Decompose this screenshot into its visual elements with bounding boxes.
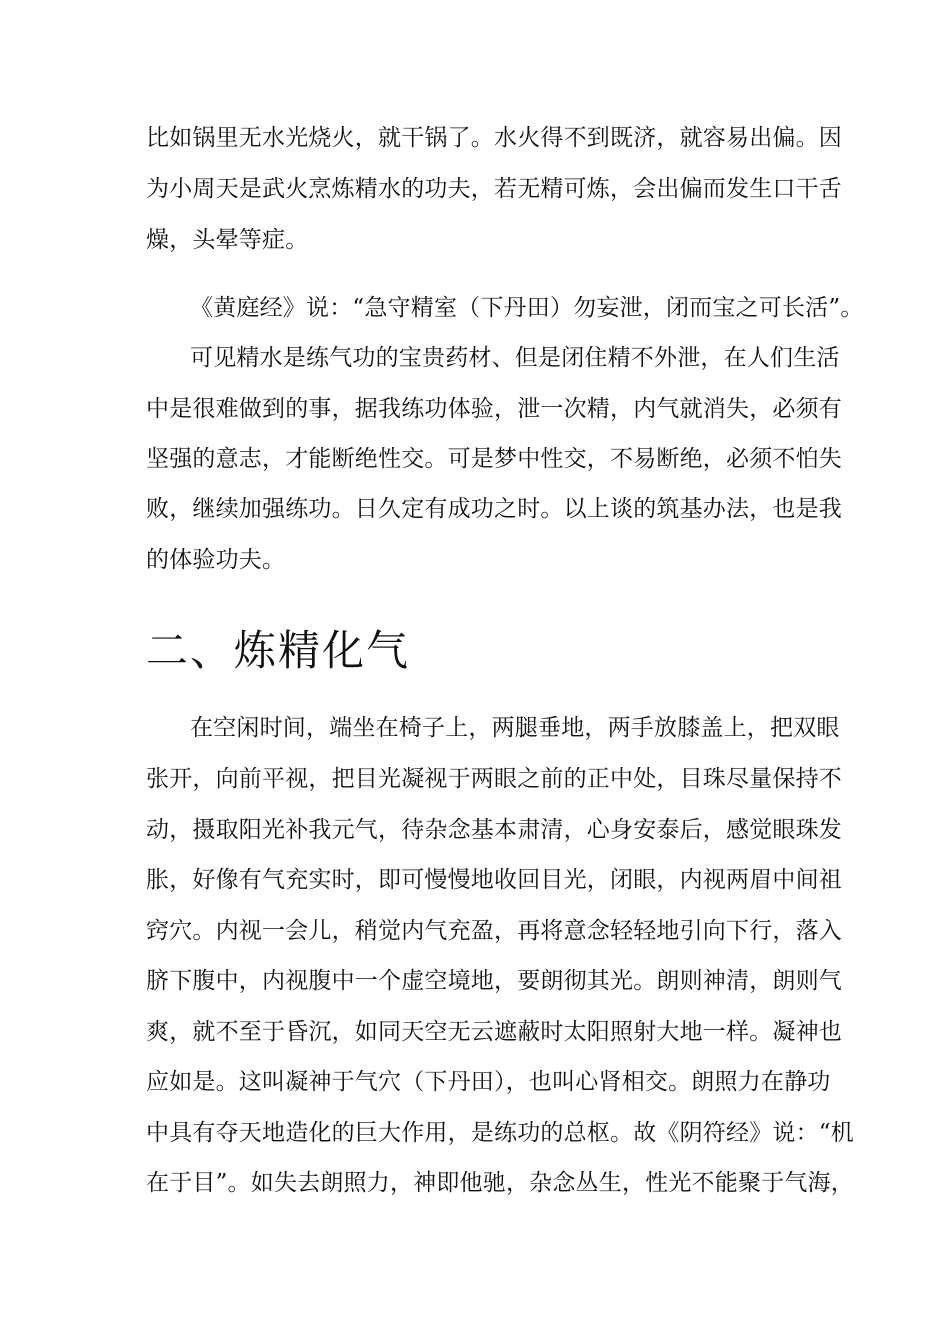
paragraph-line: 中具有夺天地造化的巨大作用，是练功的总枢。故《阴符经》说：“机: [146, 1120, 854, 1146]
paragraph-line: 胀，好像有气充实时，即可慢慢地收回目光，闭眼，内视两眉中间祖: [146, 867, 842, 893]
paragraph-line: 的体验功夫。: [146, 547, 286, 573]
paragraph-line: 应如是。这叫凝神于气穴（下丹田），也叫心肾相交。朗照力在静功: [146, 1069, 831, 1095]
paragraph-line: 可见精水是练气功的宝贵药材、但是闭住精不外泄，在人们生活: [190, 345, 840, 371]
paragraph-line: 败，继续加强练功。日久定有成功之时。以上谈的筑基办法，也是我: [146, 496, 842, 522]
paragraph-line: 爽，就不至于昏沉，如同天空无云遮蔽时太阳照射大地一样。凝神也: [146, 1019, 842, 1045]
paragraph-line: 张开，向前平视，把目光凝视于两眼之前的正中处，目珠尽量保持不: [146, 766, 842, 792]
paragraph-line: 为小周天是武火烹炼精水的功夫，若无精可炼，会出偏而发生口干舌: [146, 176, 842, 202]
paragraph-line: 脐下腹中，内视腹中一个虚空境地，要朗彻其光。朗则神清，朗则气: [146, 968, 842, 994]
paragraph-line: 窍穴。内视一会儿，稍觉内气充盈，再将意念轻轻地引向下行，落入: [146, 918, 842, 944]
paragraph-line: 在于目”。如失去朗照力，神即他驰，杂念丛生，性光不能聚于气海，: [146, 1170, 854, 1196]
paragraph-line: 坚强的意志，才能断绝性交。可是梦中性交，不易断绝，必须不怕失: [146, 446, 842, 472]
quote-line: 《黄庭经》说：“急守精室（下丹田）勿妄泄，闭而宝之可长活”。: [190, 295, 864, 321]
paragraph-line: 在空闲时间，端坐在椅子上，两腿垂地，两手放膝盖上，把双眼: [190, 715, 840, 741]
paragraph-line: 中是很难做到的事，据我练功体验，泄一次精，内气就消失，必须有: [146, 396, 842, 422]
paragraph-line: 动，摄取阳光补我元气，待杂念基本肃清，心身安泰后，感觉眼珠发: [146, 817, 842, 843]
paragraph-line: 燥，头晕等症。: [146, 227, 309, 253]
paragraph-line: 比如锅里无水光烧火，就干锅了。水火得不到既济，就容易出偏。因: [146, 125, 842, 151]
section-heading: 二、炼精化气: [146, 626, 411, 675]
